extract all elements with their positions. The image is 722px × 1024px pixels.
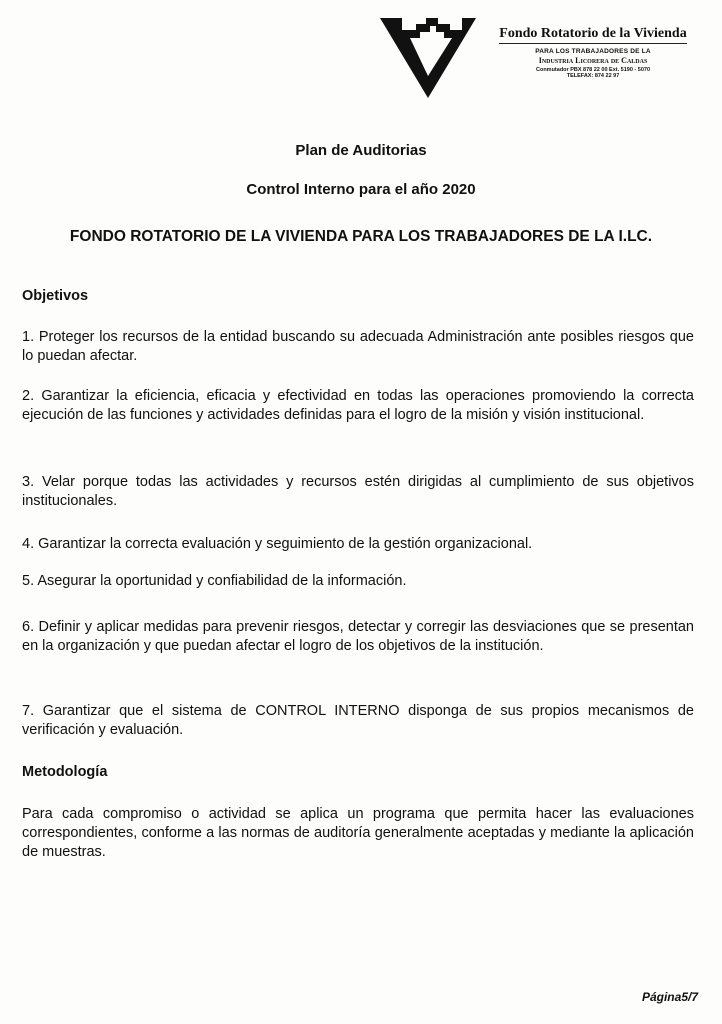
control-title: Control Interno para el año 2020: [246, 181, 476, 198]
objetivo-7: 7. Garantizar que el sistema de CONTROL INTERNO disponga de sus propios mecanismos de verificación y evaluación.: [22, 703, 694, 738]
organization-letterhead: [478, 24, 708, 79]
objetivo-1: 1. Proteger los recursos de la entidad buscando su adecuada Administración ante posibles riesgos que lo puedan afectar.: [22, 329, 694, 364]
objetivo-6: 6. Definir y aplicar medidas para prevenir riesgos, detectar y corregir las desviaciones que se presentan en la organización y que puedan afectar el logro de los objetivos de la institución.: [22, 619, 694, 654]
objetivo-2: 2. Garantizar la eficiencia, eficacia y efectividad en todas las operaciones promoviendo la correcta ejecución de las funciones y actividades definidas para el logro de la misión y visión institucional.: [22, 388, 694, 423]
objetivos-heading: Objetivos: [22, 288, 89, 304]
objetivo-3: 3. Velar porque todas las actividades y recursos estén dirigidas al cumplimiento de sus objetivos institucionales.: [22, 474, 694, 509]
org-phone: Conmutador PBX 878 22 00 Ext. 5190 - 5070: [535, 67, 651, 73]
stepped-v-logo-icon: [380, 14, 476, 98]
metodologia-heading: Metodología: [22, 764, 108, 780]
metodologia-text: Para cada compromiso o actividad se aplica un programa que permita hacer las evaluaciones correspondientes, conforme a las normas de auditoría generalmente aceptadas y mediante la aplicación de muestras.: [22, 806, 694, 860]
objetivo-5: 5. Asegurar la oportunidad y confiabilidad de la información.: [22, 573, 407, 589]
org-subtitle: PARA LOS TRABAJADORES DE LA: [535, 48, 651, 55]
org-telefax: TELEFAX: 874 22 97: [566, 73, 620, 79]
page-number: Página5/7: [641, 990, 698, 1004]
org-company: Industria Licorera de Caldas: [538, 56, 648, 65]
objetivo-4: 4. Garantizar la correcta evaluación y seguimiento de la gestión organizacional.: [22, 536, 533, 552]
fondo-title: FONDO ROTATORIO DE LA VIVIENDA PARA LOS TRABAJADORES DE LA I.LC.: [69, 228, 653, 245]
plan-title: Plan de Auditorias: [295, 142, 427, 159]
org-name: Fondo Rotatorio de la Vivienda: [499, 26, 686, 44]
